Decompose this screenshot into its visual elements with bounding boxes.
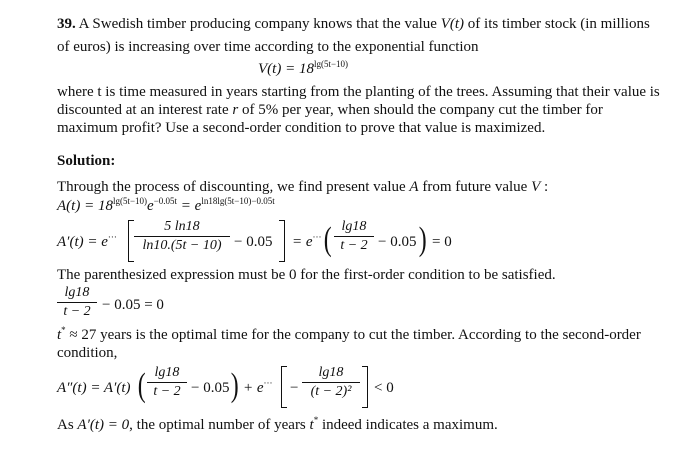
solution-heading: Solution: [57, 153, 116, 169]
optimal-time-line: t* ≈ 27 years is the optimal time for the company to cut the timber. According to the second-order [57, 325, 641, 343]
condition-label: condition, [57, 345, 118, 361]
solution-intro: Through the process of discounting, we find present value A from future value V : [57, 179, 549, 195]
right-paren: ) [418, 221, 427, 258]
problem-line-1: 39. A Swedish timber producing company knows that the value V(t) of its timber stock (in millions [57, 16, 650, 32]
parenthesized-note: The parenthesized expression must be 0 for the first-order condition to be satisfied. [57, 267, 556, 283]
problem-line-6: maximum profit? Use a second-order condition to prove that value is maximized. [57, 120, 546, 136]
final-conclusion: As A′(t) = 0, the optimal number of years t* indeed indicates a maximum. [57, 415, 498, 433]
left-paren: ( [323, 221, 332, 258]
problem-line-4: where t is time measured in years starting from the planting of the trees. Assuming that their value is [57, 84, 660, 100]
fraction-1: $\frac{5 \ln 18}{\ln 10.(5t - 10)}$ [134, 219, 230, 254]
fraction-2: $\frac{\lg 18}{t - 2}$ [334, 219, 374, 254]
problem-line-2: of euros) is increasing over time according to the exponential function [57, 39, 479, 55]
problem-number: 39. [57, 16, 76, 32]
equation-present-value: $A(t) = 18^{lg(5t-10)}e^{-0.05t} = e^{ln18lg(5t-10)-0.05t}$ [57, 196, 275, 214]
problem-line-5: discounted at an interest rate r of 5% per year, when should the company cut the timber for [57, 102, 603, 118]
right-bracket [279, 220, 285, 262]
value-formula: $V(t) = 18^{lg(5t-10)}$ [258, 59, 349, 77]
